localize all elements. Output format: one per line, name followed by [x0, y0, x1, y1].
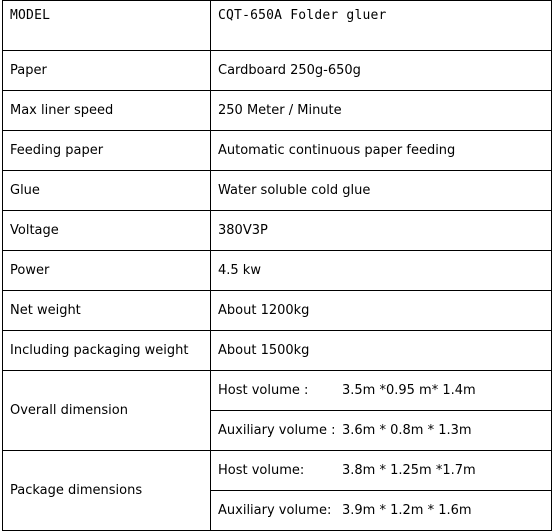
overall-aux-label: Auxiliary volume : — [218, 423, 336, 438]
package-host-value: 3.8m * 1.25m *1.7m — [342, 463, 476, 478]
row-value-feeding: Automatic continuous paper feeding — [211, 131, 552, 171]
table-row-model — [3, 1, 552, 51]
package-dimensions-label: Package dimensions — [3, 451, 211, 531]
package-host-label: Host volume: — [218, 463, 305, 478]
package-host-cell — [211, 451, 552, 491]
table-row-package-host — [3, 451, 552, 491]
overall-host-cell — [211, 371, 552, 411]
row-label-packaging-weight: Including packaging weight — [3, 331, 211, 371]
overall-dimension-label: Overall dimension — [3, 371, 211, 451]
row-value-voltage: 380V3P — [211, 211, 552, 251]
row-label-power: Power — [3, 251, 211, 291]
table-row — [3, 131, 552, 171]
row-label-speed: Max liner speed — [3, 91, 211, 131]
row-label-glue: Glue — [3, 171, 211, 211]
overall-host-value: 3.5m *0.95 m* 1.4m — [342, 383, 476, 398]
table-row — [3, 51, 552, 91]
table-row — [3, 331, 552, 371]
spec-table — [2, 0, 552, 531]
table-row-overall-host — [3, 371, 552, 411]
row-label-voltage: Voltage — [3, 211, 211, 251]
table-row — [3, 171, 552, 211]
row-value-speed: 250 Meter / Minute — [211, 91, 552, 131]
model-label: MODEL — [3, 1, 211, 51]
table-row — [3, 251, 552, 291]
overall-host-label: Host volume : — [218, 383, 309, 398]
row-value-power: 4.5 kw — [211, 251, 552, 291]
row-value-packaging-weight: About 1500kg — [211, 331, 552, 371]
model-value: CQT-650A Folder gluer — [211, 1, 552, 51]
table-row — [3, 291, 552, 331]
row-value-paper: Cardboard 250g-650g — [211, 51, 552, 91]
overall-aux-cell — [211, 411, 552, 451]
overall-aux-value: 3.6m * 0.8m * 1.3m — [342, 423, 472, 438]
table-row — [3, 211, 552, 251]
package-aux-label: Auxiliary volume: — [218, 503, 332, 518]
row-value-net-weight: About 1200kg — [211, 291, 552, 331]
row-label-feeding: Feeding paper — [3, 131, 211, 171]
package-aux-cell — [211, 491, 552, 531]
row-label-paper: Paper — [3, 51, 211, 91]
row-label-net-weight: Net weight — [3, 291, 211, 331]
table-row — [3, 91, 552, 131]
package-aux-value: 3.9m * 1.2m * 1.6m — [342, 503, 472, 518]
row-value-glue: Water soluble cold glue — [211, 171, 552, 211]
